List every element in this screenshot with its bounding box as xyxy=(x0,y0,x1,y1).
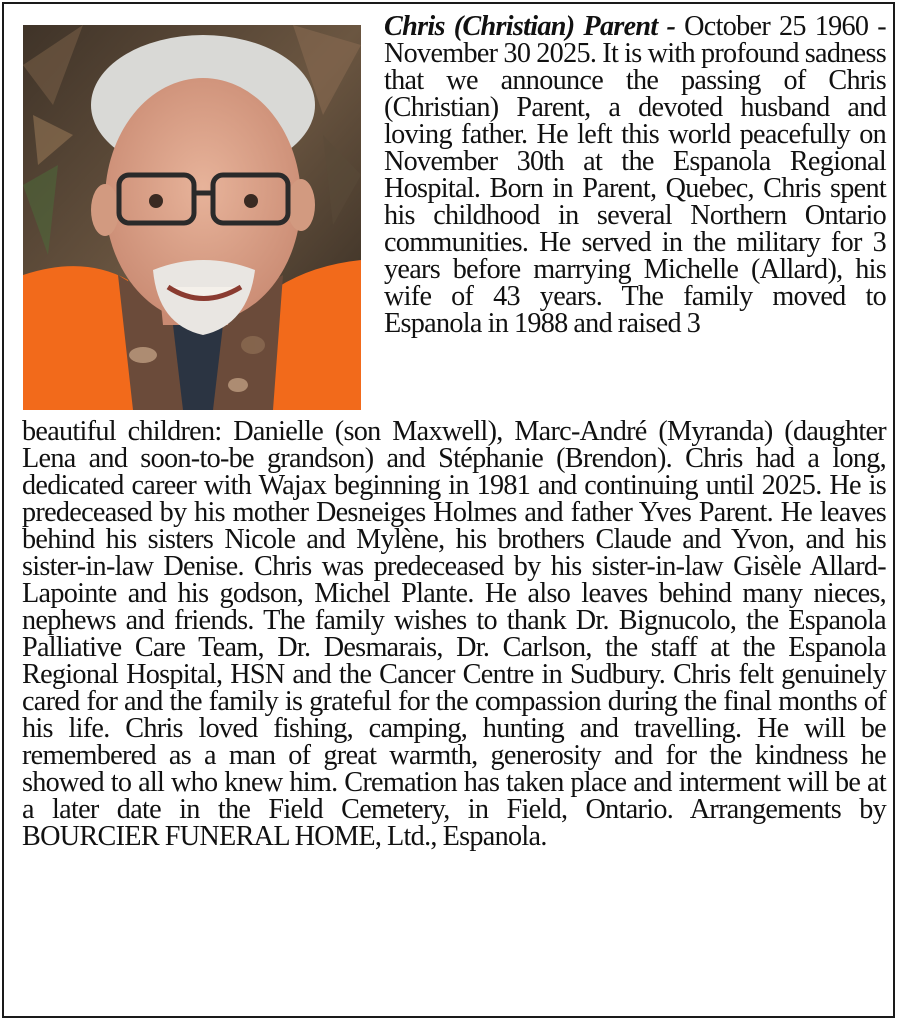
obituary-body-text: beautiful children: Danielle (son Maxwell), Marc-André (Myranda) (daughter Lena and soon-to-be grandson) and Stéphanie (Brendon). Chris had a long, dedicated career with Wajax beginning in 1981 and continuing until 2025. He is predeceased by his mother Desneiges Holmes and father Yves Parent. He leaves behind his sisters Nicole and Mylène, his brothers Claude and Yvon, and his sister-in-law Denise. Chris was predeceased by his sister-in-law Gisèle Allard-Lapointe and his godson, Michel Plante. He also leaves behind many nieces, nephews and friends. The family wishes to thank Dr. Bignucolo, the Espanola Palliative Care Team, Dr. Desmarais, Dr. Carlson, the staff at the Espanola Regional Hospital, HSN and the Cancer Centre in Sudbury. Chris felt genuinely cared for and the family is grateful for the compassion during the final months of his life. Chris loved fishing, camping, hunting and travelling. He will be remembered as a man of great warmth, generosity and for the kindness he showed to all who knew him. Cremation has taken place and interment will be at a later date in the Field Cemetery, in Field, Ontario. Arrangements by BOURCIER FUNERAL HOME, Ltd., Espanola. xyxy=(22,416,886,852)
portrait-photo xyxy=(23,25,361,410)
deceased-name-heading: Chris (Christian) Parent - xyxy=(384,11,676,42)
obituary-intro-text: October 25 1960 - November 30 2025. It is with profound sadness that we announce the passing of Chris (Christian) Parent, a devoted husband and loving father. He left this world peacefully on November 30th at the Espanola Regional Hospital. Born in Parent, Quebec, Chris spent his childhood in several Northern Ontario communities. He served in the military for 3 years before marrying Michelle (Allard), his wife of 43 years. The family moved to Espanola in 1988 and raised 3 xyxy=(384,11,886,339)
obituary-text-full-width xyxy=(22,418,886,850)
obituary-text-beside-photo xyxy=(384,13,886,418)
